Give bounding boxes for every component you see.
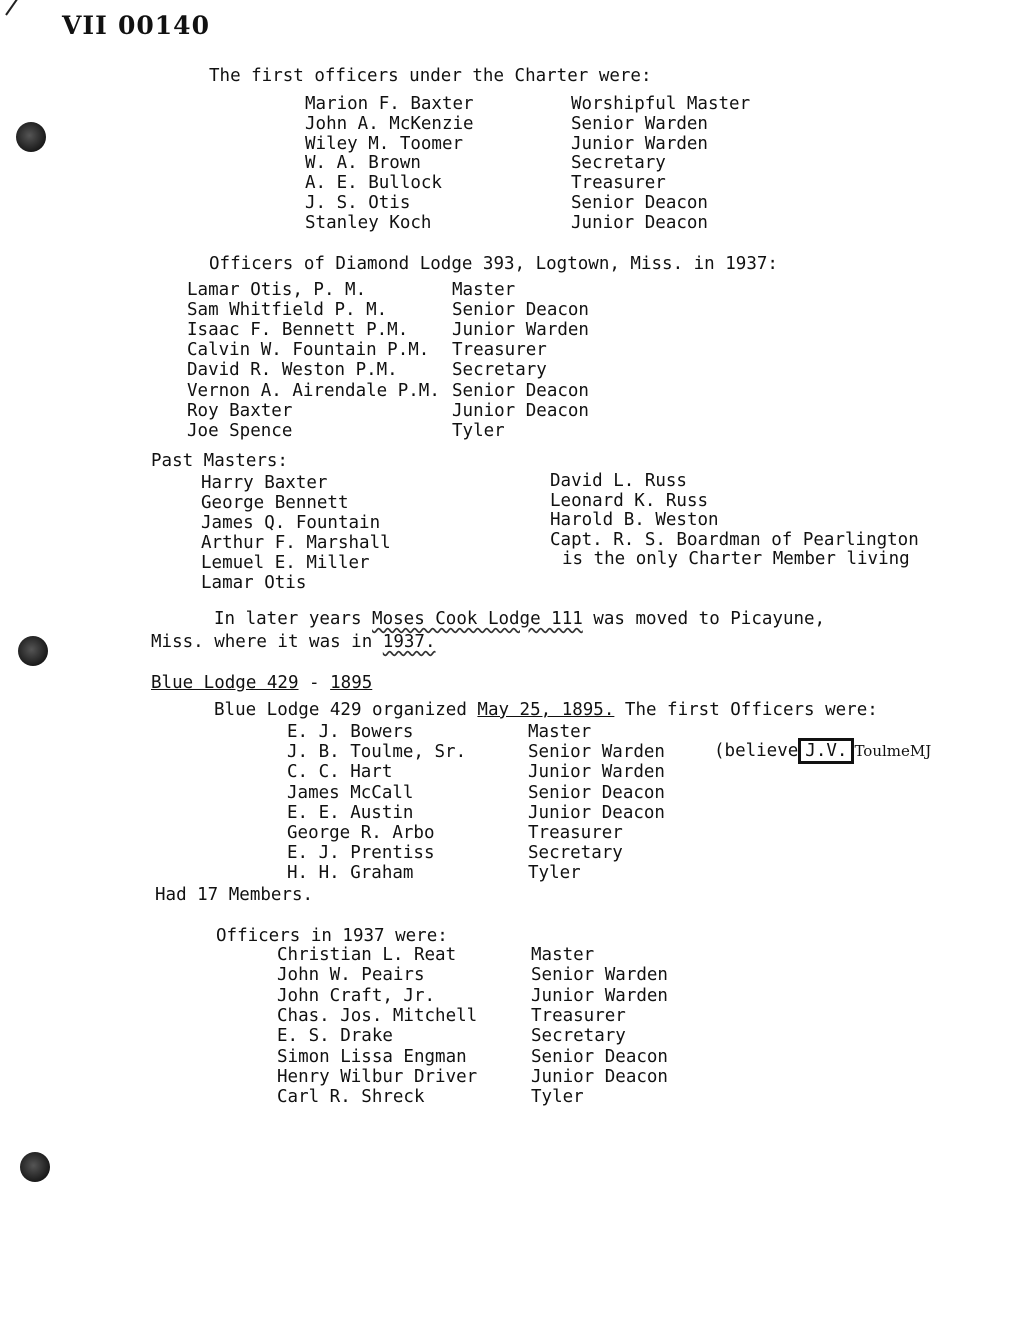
officer-1937-name: Christian L. Reat (277, 945, 457, 965)
page-number: 00140 (118, 11, 210, 40)
diamond-officer-name: Vernon A. Airendale P.M. (187, 380, 440, 401)
officer-1937-name: E. S. Drake (277, 1026, 393, 1047)
blue-officer-office: Tyler (528, 863, 581, 884)
officers-1937-heading: Officers in 1937 were: (216, 926, 448, 946)
diamond-officer-name: Calvin W. Fountain P.M. (187, 340, 430, 361)
diamond-officer-office: Senior Deacon (452, 380, 589, 401)
officer-1937-name: Chas. Jos. Mitchell (277, 1005, 478, 1026)
charter-officer-office: Junior Warden (571, 133, 708, 154)
blue-officer-office: Secretary (528, 843, 623, 864)
past-master-right: David L. Russ (550, 471, 687, 491)
blue-officer-name: C. C. Hart (287, 762, 393, 783)
diamond-officer-name: Joe Spence (187, 420, 293, 441)
officer-1937-name: Simon Lissa Engman (277, 1046, 467, 1067)
members-count: Had 17 Members. (155, 885, 314, 905)
diamond-officer-name: David R. Weston P.M. (187, 360, 398, 381)
blue-officer-office: Master (528, 722, 592, 742)
past-master-left: Lamar Otis (201, 573, 307, 593)
charter-officer-name: Marion F. Baxter (305, 94, 474, 114)
officer-1937-office: Senior Deacon (531, 1046, 668, 1067)
diamond-officer-office: Tyler (452, 420, 505, 441)
charter-officer-name: W. A. Brown (305, 153, 421, 174)
blue-officer-office: Junior Warden (528, 762, 665, 783)
officer-1937-office: Master (531, 945, 595, 965)
officer-1937-office: Tyler (531, 1087, 584, 1108)
diamond-officer-name: Lamar Otis, P. M. (187, 280, 367, 300)
diamond-officer-office: Treasurer (452, 340, 547, 361)
blue-officer-office: Junior Deacon (528, 802, 665, 823)
past-masters-heading: Past Masters: (151, 451, 288, 471)
officer-1937-office: Treasurer (531, 1005, 626, 1026)
charter-officer-office: Senior Warden (571, 113, 708, 134)
past-master-right: Harold B. Weston (550, 510, 719, 531)
boxed-initials: J.V. (798, 738, 854, 764)
officer-1937-name: John Craft, Jr. (277, 985, 436, 1006)
charter-officer-name: J. S. Otis (305, 193, 411, 213)
punch-hole-middle (18, 636, 48, 666)
charter-officer-office: Junior Deacon (571, 212, 708, 233)
folder-number: VII (62, 11, 108, 40)
officer-1937-office: Junior Deacon (531, 1066, 668, 1087)
blue-officer-name: James McCall (287, 782, 414, 803)
charter-officer-office: Worshipful Master (571, 94, 751, 114)
past-master-left: Arthur F. Marshall (201, 533, 391, 553)
blue-officer-office: Treasurer (528, 823, 623, 843)
diamond-officer-name: Sam Whitfield P. M. (187, 300, 388, 321)
punch-hole-top (16, 122, 46, 152)
diamond-officer-name: Isaac F. Bennett P.M. (187, 320, 409, 341)
officer-1937-office: Junior Warden (531, 985, 668, 1006)
blue-lodge-title: Blue Lodge 429 - 1895 (151, 673, 373, 693)
blue-lodge-date: May 25, 1895. (477, 700, 615, 720)
charter-officer-office: Secretary (571, 153, 666, 174)
blue-lodge-intro: Blue Lodge 429 organized May 25, 1895. The first Officers were: (214, 700, 878, 720)
past-master-right: Leonard K. Russ (550, 490, 709, 511)
toulme-note: (believe J.V. ToulmeMJ (714, 741, 931, 761)
officer-1937-office: Secretary (531, 1026, 626, 1047)
diamond-officer-name: Roy Baxter (187, 400, 293, 421)
past-master-right: Capt. R. S. Boardman of Pearlington (550, 529, 919, 550)
diamond-officer-office: Secretary (452, 360, 547, 381)
moses-year: 1937. (382, 632, 436, 652)
charter-intro: The first officers under the Charter were: (209, 66, 652, 86)
diamond-officer-office: Junior Deacon (452, 400, 589, 421)
blue-officer-name: J. B. Toulme, Sr. (287, 742, 467, 763)
punch-hole-bottom (20, 1152, 50, 1182)
past-master-left: George Bennett (201, 493, 349, 513)
past-master-right: is the only Charter Member living (562, 549, 910, 570)
past-master-left: James Q. Fountain (201, 513, 381, 533)
past-master-left: Harry Baxter (201, 473, 328, 493)
charter-officer-name: John A. McKenzie (305, 113, 474, 134)
diamond-heading: Officers of Diamond Lodge 393, Logtown, Miss. in 1937: (209, 254, 778, 274)
blue-officer-name: George R. Arbo (287, 823, 435, 843)
pen-slash-mark (5, 0, 30, 16)
past-master-left: Lemuel E. Miller (201, 553, 370, 573)
blue-officer-office: Senior Deacon (528, 782, 665, 803)
diamond-officer-office: Master (452, 280, 516, 300)
blue-officer-name: H. H. Graham (287, 863, 414, 884)
officer-1937-name: John W. Peairs (277, 965, 425, 986)
blue-officer-name: E. J. Bowers (287, 722, 414, 742)
charter-officer-name: Stanley Koch (305, 212, 432, 233)
charter-officer-office: Treasurer (571, 173, 666, 194)
blue-officer-office: Senior Warden (528, 742, 665, 763)
officer-1937-office: Senior Warden (531, 965, 668, 986)
diamond-officer-office: Junior Warden (452, 320, 589, 341)
charter-officer-office: Senior Deacon (571, 193, 708, 213)
charter-officer-name: Wiley M. Toomer (305, 133, 464, 154)
moses-lodge-name: Moses Cook Lodge 111 (372, 609, 583, 629)
officer-1937-name: Henry Wilbur Driver (277, 1066, 478, 1087)
officer-1937-name: Carl R. Shreck (277, 1087, 425, 1108)
moses-line-1: In later years Moses Cook Lodge 111 was moved to Picayune, (214, 609, 826, 629)
blue-officer-name: E. E. Austin (287, 802, 414, 823)
blue-officer-name: E. J. Prentiss (287, 843, 435, 864)
diamond-officer-office: Senior Deacon (452, 300, 589, 321)
moses-line-2: Miss. where it was in 1937. (151, 632, 436, 652)
charter-officer-name: A. E. Bullock (305, 173, 442, 194)
